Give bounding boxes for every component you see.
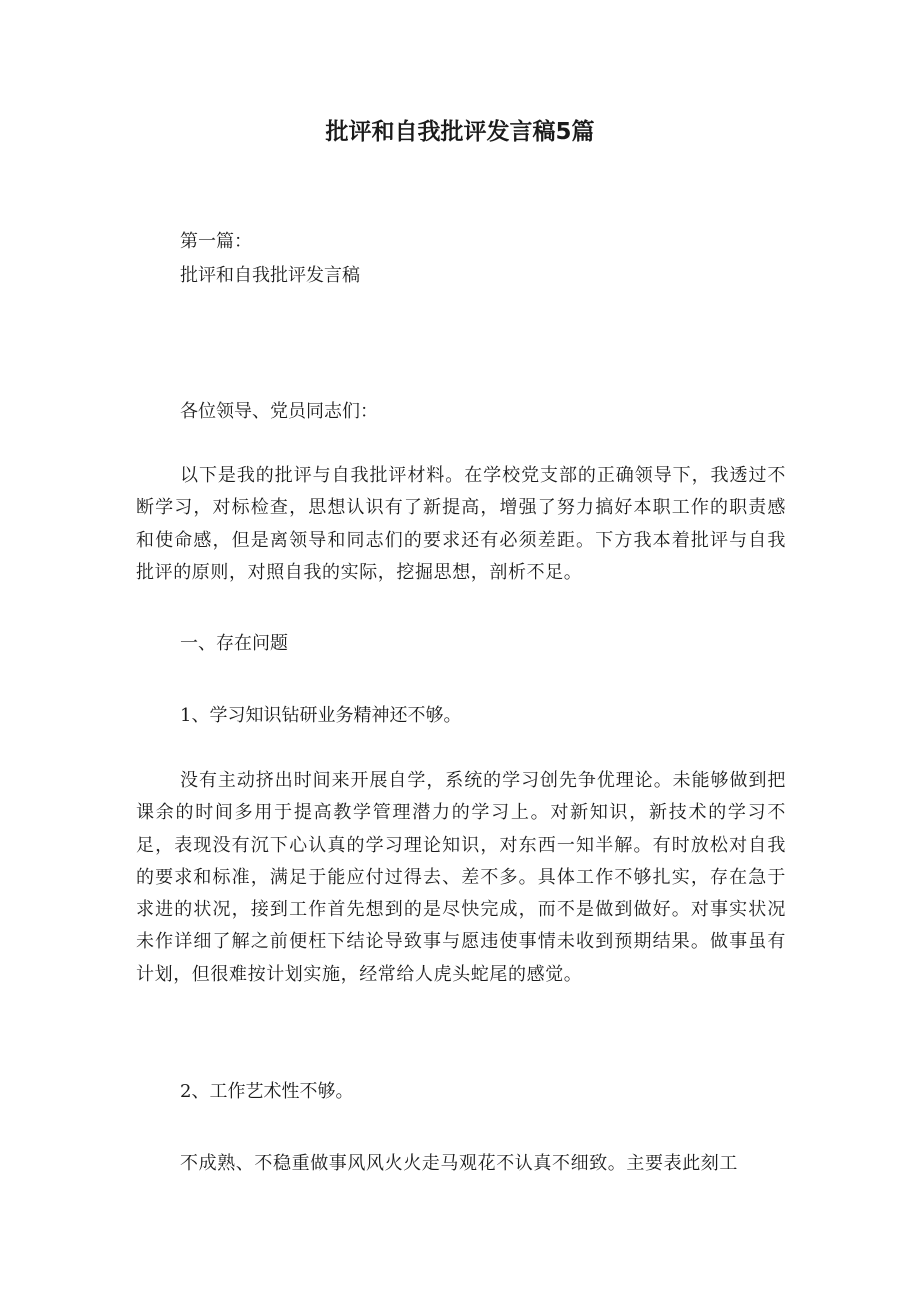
section-title: 批评和自我批评发言稿 <box>180 265 360 286</box>
document-title: 批评和自我批评发言稿5篇 <box>325 119 595 145</box>
subheading-learning: 1、学习知识钻研业务精神还不够。 <box>180 705 462 726</box>
paragraph-learning: 没有主动挤出时间来开展自学，系统的学习创先争优理论。未能够做到把课余的时间多用于提高教学管理潜力的学习上。对新知识，新技术的学习不足，表现没有沉下心认真的学习理论知识，对东西一知半解。有时放松对自我的要求和标准，满足于能应付过得去、差不多。具体工作不够扎实，存在急于求进的状况，接到工作首先想到的是尽快完成，而不是做到做好。对事实状况未作详细了解之前便枉下结论导致事与愿违使事情未收到预期结果。做事虽有计划，但很难按计划实施，经常给人虎头蛇尾的感觉。 <box>136 770 786 985</box>
paragraph-work-art: 不成熟、不稳重做事风风火火走马观花不认真不细致。主要表此刻工 <box>180 1153 738 1174</box>
subheading-work-art: 2、工作艺术性不够。 <box>180 1081 354 1102</box>
salutation: 各位领导、党员同志们： <box>180 401 378 422</box>
section-label: 第一篇： <box>180 231 252 252</box>
heading-problems: 一、存在问题 <box>180 633 288 654</box>
intro-paragraph: 以下是我的批评与自我批评材料。在学校党支部的正确领导下，我透过不断学习，对标检查，思想认识有了新提高，增强了努力搞好本职工作的职责感和使命感，但是离领导和同志们的要求还有必须差距。下方我本着批评与自我批评的原则，对照自我的实际，挖掘思想，剖析不足。 <box>136 465 786 583</box>
